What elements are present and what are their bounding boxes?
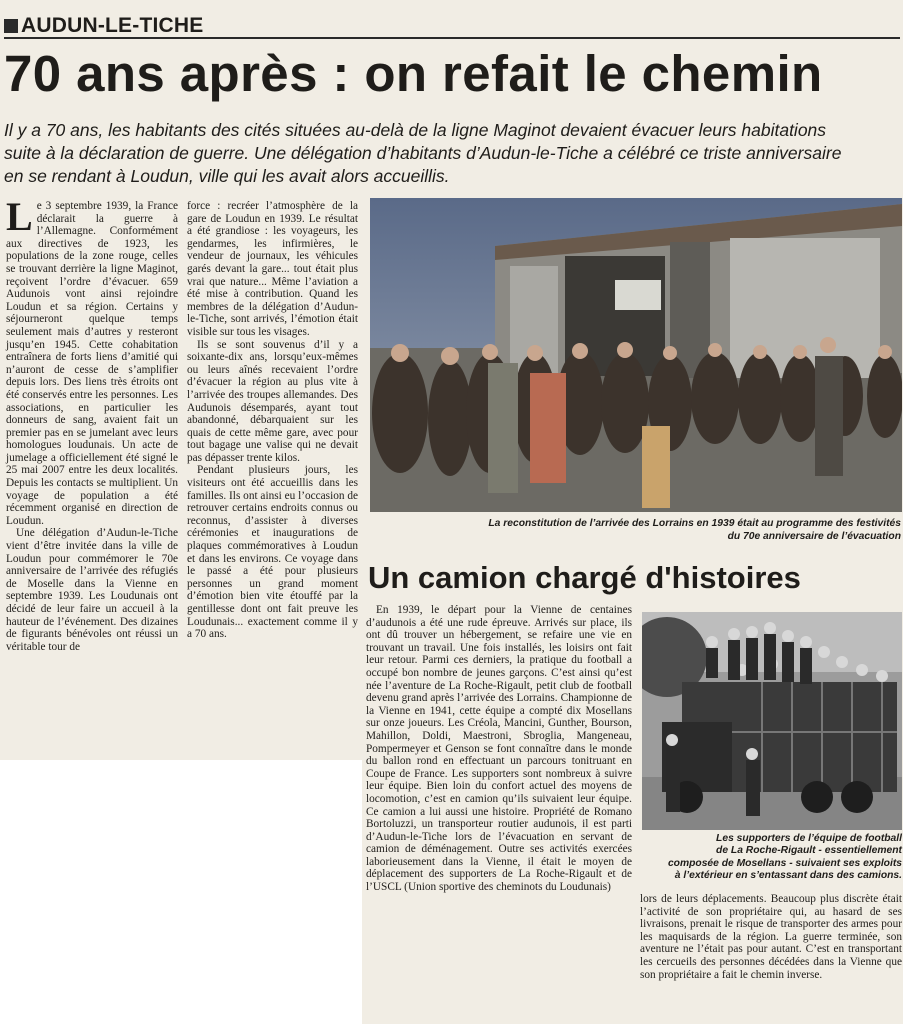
photo-station-image <box>370 198 902 512</box>
caption-line: composée de Mosellans - suivaient ses exploits <box>667 857 902 869</box>
article-paragraph: En 1939, le départ pour la Vienne de centaines d’audunois a été une rude épreuve. Arrivés sur place, ils ont dû trouver un hébergement, se refaire une vie en trouvant un travail. Une fois installés, les loisirs ont fait leur retour. Parmi ces derniers, la pratique du football a occupé bon nombre de jeunes garçons. C’est ainsi qu’est née l’aventure de La Roche-Rigault, petit club de football devenu grand après l’arrivée des Lorrains. Championne de la Vienne en 1941, cette équipe a compté dix Mosellans sur onze joueurs. Les Créola, Mancini, Gunther, Bourson, Mahillon, Doldi, Maestroni, Sbroglia, Mangeneau, Pompermeyer et Genson se font connaître dans le monde du ballon rond en effectuant un parcours tonitruant en Coupe de France. Les supporters sont nombreux à suivre leur équipe. Bien loin du confort actuel des moyens de locomotion, c’est en camion qu’ils suivaient leur équipe. Ce camion a lui aussi une histoire. Propriété de Romano Bortoluzzi, un transporteur routier audunois, il est parti d’Audun-le-Tiche lors de l’évacuation en servant de camion de déménagement. Outre ses activités exercées laborieusement dans la Vienne, il était le moyen de déplacement des supporters de La Roche-Rigault et de l’USCL (Union sportive des cheminots du Loudunais) <box>366 604 632 894</box>
caption-line: Les supporters de l’équipe de football <box>716 833 902 844</box>
lede-line: suite à la déclaration de guerre. Une délégation d’habitants d’Audun-le-Tiche a célébré ce triste anniversaire <box>4 143 842 163</box>
section-header <box>4 14 203 38</box>
section-label: AUDUN-LE-TICHE <box>21 14 204 37</box>
article-column-1 <box>6 194 178 653</box>
article-paragraph: force : recréer l’atmosphère de la gare de Loudun en 1939. Le résultat a été grandiose : les voyageurs, les gendarmes, les infirmières, le vendeur de journaux, les véhicules garés devant la gare... tout était plus vrai que nature... Même l’aviation a été mise à contribution. Quand les membres de la délégation d’Audun-le-Tiche, sont arrivés, l’émotion était visible sur tous les visages. <box>187 200 358 338</box>
caption-line: à l’extérieur en s’entassant dans des camions. <box>674 870 902 882</box>
photo-station-reconstitution <box>370 198 902 512</box>
subheadline: Un camion chargé d'histoires <box>368 560 801 595</box>
article-paragraph: lors de leurs déplacements. Beaucoup plus discrète était l’activité de son propriétaire qui, au hasard de ses livraisons, prenait le risque de transporter des armes pour les maquisards de la région. La guerre terminée, son aventure ne l’était pas pour autant. C’est en transportant les cercueils des personnes décédées dans la Vienne que son propriétaire a fait le chemin inverse. <box>640 893 902 981</box>
lede-line: Il y a 70 ans, les habitants des cités situées au-delà de la ligne Maginot devaient évacuer leurs habitations <box>4 120 827 140</box>
article-paragraph: e 3 septembre 1939, la France déclarait la guerre à l’Allemagne. Conformément aux directives de 1923, les populations de la zone rouge, celles se trouvant derrière la ligne Maginot, reçoivent l’ordre d’évacuer. 659 Audunois vont ainsi rejoindre Loudun et sa région. Certains y séjourneront quelque temps seulement mais d’autres y resteront jusqu’en 1945. Cette cohabitation entraînera de forts liens d’amitié qui n’auront de cesse de s’amplifier depuis lors. Des liens très étroits ont été conservés entre les personnes. Les associations, en particulier les donneurs de sang, avaient fait un premier pas en se jumelant avec leurs homologues loudunais. Un acte de jumelage a officiellement été signé le 25 mai 2007 entre les deux localités. Depuis les contacts se multiplient. Un voyage de population a été récemment organisé en direction de Loudun. <box>6 200 178 527</box>
section-rule <box>4 37 900 39</box>
photo2-caption <box>642 833 902 883</box>
article-column-4 <box>640 893 902 981</box>
caption-line: du 70e anniversaire de l’évacuation <box>727 531 901 542</box>
photo-truck-image <box>642 612 902 830</box>
caption-line: La reconstitution de l’arrivée des Lorrains en 1939 était au programme des festivités <box>488 518 901 529</box>
article-paragraph: Ils se sont souvenus d’il y a soixante-dix ans, lorsqu’eux-mêmes ou leurs aînés recevaient l’ordre d’évacuer la région au plus vite à l’arrivée des troupes allemandes. Des Audunois désemparés, ayant tout abandonné, débarquaient sur les quais de cette même gare, avec pour tout bagage une valise qui ne devait pas dépasser trente kilos. <box>187 338 358 464</box>
section-bullet-icon <box>4 19 18 33</box>
photo-supporters-truck <box>642 612 902 830</box>
lede-line: en se rendant à Loudun, ville qui les avait alors accueillis. <box>4 166 450 186</box>
article-column-2 <box>187 200 358 641</box>
headline: 70 ans après : on refait le chemin <box>4 45 823 102</box>
photo1-caption <box>368 517 901 543</box>
caption-line: de La Roche-Rigault - essentiellement <box>716 845 902 857</box>
article-paragraph: Une délégation d’Audun-le-Tiche vient d’être invitée dans la ville de Loudun pour commémorer le 70e anniversaire de l’arrivée des réfugiés de Moselle dans la Vienne en septembre 1939. Les Loudunais ont décidé de leur faire un accueil à la hauteur de l’événement. Des dizaines de figurants bénévoles ont réussi un véritable tour de <box>6 527 178 653</box>
dropcap: L <box>6 194 33 239</box>
article-paragraph: Pendant plusieurs jours, les visiteurs ont été accueillis dans les familles. Ils ont ainsi eu l’occasion de retrouver certains endroits connus ou reconnus, d’assister à diverses cérémonies et inaugurations de plaques commémoratives à Loudun et dans les environs. Ce voyage dans le passé a été pour plusieurs personnes un grand moment d’émotion bien vite étouffé par la gentillesse dont ont fait preuve les Loudunais... exactement comme il y a 70 ans. <box>187 464 358 641</box>
article-column-3 <box>366 604 632 894</box>
lede <box>4 119 900 188</box>
